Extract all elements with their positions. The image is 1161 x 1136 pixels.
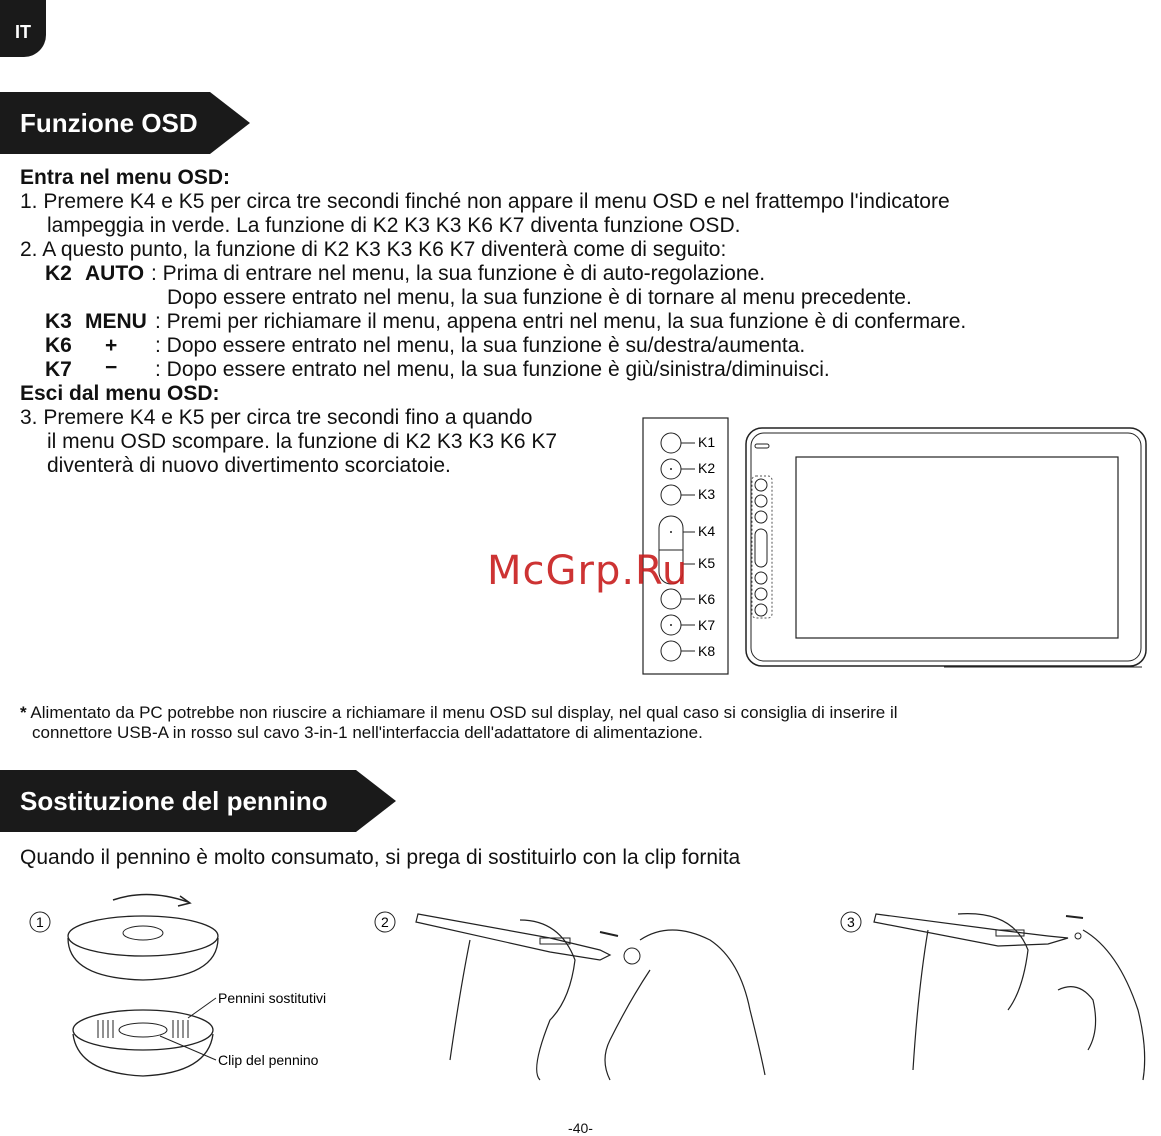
step-1-number: 1 bbox=[36, 914, 44, 930]
k6-symbol: + bbox=[105, 334, 118, 357]
label-nib-clip: Clip del pennino bbox=[218, 1052, 319, 1068]
section-title-nib: Sostituzione del pennino bbox=[0, 770, 356, 832]
k2-name: AUTO bbox=[85, 262, 145, 285]
nib-insert-illustration bbox=[838, 900, 1153, 1090]
language-tab: IT bbox=[0, 0, 46, 57]
note-text-a: Alimentato da PC potrebbe non riuscire a richiamare il menu OSD sul display, nel qual caso si consiglia di inserire il bbox=[30, 703, 898, 722]
step-3-line-a: 3. Premere K4 e K5 per circa tre secondi fino a quando bbox=[20, 406, 533, 429]
enter-osd-heading: Entra nel menu OSD: bbox=[20, 166, 231, 189]
key-k6-label: K6 bbox=[698, 591, 716, 607]
pen-display-illustration bbox=[744, 426, 1150, 670]
step-3-line-b: il menu OSD scompare. la funzione di K2 K3 K3 K6 K7 bbox=[47, 430, 558, 453]
k7-desc: : Dopo essere entrato nel menu, la sua funzione è giù/sinistra/diminuisci. bbox=[155, 358, 830, 381]
key-k2-label: K2 bbox=[698, 460, 716, 476]
step-3-number: 3 bbox=[847, 914, 855, 930]
note-line-b: connettore USB-A in rosso sul cavo 3-in-1 nell'interfaccia dell'adattatore di alimentazione. bbox=[32, 723, 703, 742]
k7-symbol: − bbox=[105, 356, 118, 379]
k2-key: K2 bbox=[45, 262, 72, 285]
k3-key: K3 bbox=[45, 310, 72, 333]
k2-desc-2: Dopo essere entrato nel menu, la sua funzione è di tornare al menu precedente. bbox=[167, 286, 912, 309]
label-spare-nibs: Pennini sostitutivi bbox=[218, 990, 327, 1006]
page-number: -40- bbox=[568, 1120, 593, 1136]
k3-desc: : Premi per richiamare il menu, appena entri nel menu, la sua funzione è di confermare. bbox=[155, 310, 967, 333]
step-3-line-c: diventerà di nuovo divertimento scorciatoie. bbox=[47, 454, 451, 477]
exit-osd-heading: Esci dal menu OSD: bbox=[20, 382, 220, 405]
note-star: * bbox=[20, 703, 27, 722]
key-k2 bbox=[661, 459, 715, 479]
key-k3 bbox=[661, 485, 715, 505]
key-k7 bbox=[661, 615, 715, 635]
k3-name: MENU bbox=[85, 310, 147, 333]
k6-key: K6 bbox=[45, 334, 72, 357]
note-line-a bbox=[20, 703, 898, 723]
key-k8-label: K8 bbox=[698, 643, 716, 659]
express-key-diagram bbox=[640, 416, 732, 676]
step-1-line-a: 1. Premere K4 e K5 per circa tre secondi finché non appare il menu OSD e nel frattempo l'indicatore bbox=[20, 190, 950, 213]
nib-removal-illustration bbox=[370, 900, 770, 1090]
key-k5-label: K5 bbox=[698, 555, 716, 571]
key-k1 bbox=[661, 433, 715, 453]
nib-intro: Quando il pennino è molto consumato, si prega di sostituirlo con la clip fornita bbox=[20, 846, 741, 869]
k7-key: K7 bbox=[45, 358, 72, 381]
step-2-number: 2 bbox=[381, 914, 389, 930]
step-2: 2. A questo punto, la funzione di K2 K3 K3 K6 K7 diventerà come di seguito: bbox=[20, 238, 727, 261]
key-k4-label: K4 bbox=[698, 523, 716, 539]
k2-desc-1: : Prima di entrare nel menu, la sua funzione è di auto-regolazione. bbox=[151, 262, 766, 285]
k6-desc: : Dopo essere entrato nel menu, la sua funzione è su/destra/aumenta. bbox=[155, 334, 806, 357]
key-k8 bbox=[661, 641, 715, 661]
key-k3-label: K3 bbox=[698, 486, 716, 502]
pen-holder-illustration bbox=[28, 888, 348, 1088]
key-k7-label: K7 bbox=[698, 617, 716, 633]
watermark: McGrp.Ru bbox=[487, 548, 689, 594]
section-title-osd: Funzione OSD bbox=[0, 92, 210, 154]
key-k1-label: K1 bbox=[698, 434, 716, 450]
step-1-line-b: lampeggia in verde. La funzione di K2 K3 K3 K6 K7 diventa funzione OSD. bbox=[47, 214, 741, 237]
